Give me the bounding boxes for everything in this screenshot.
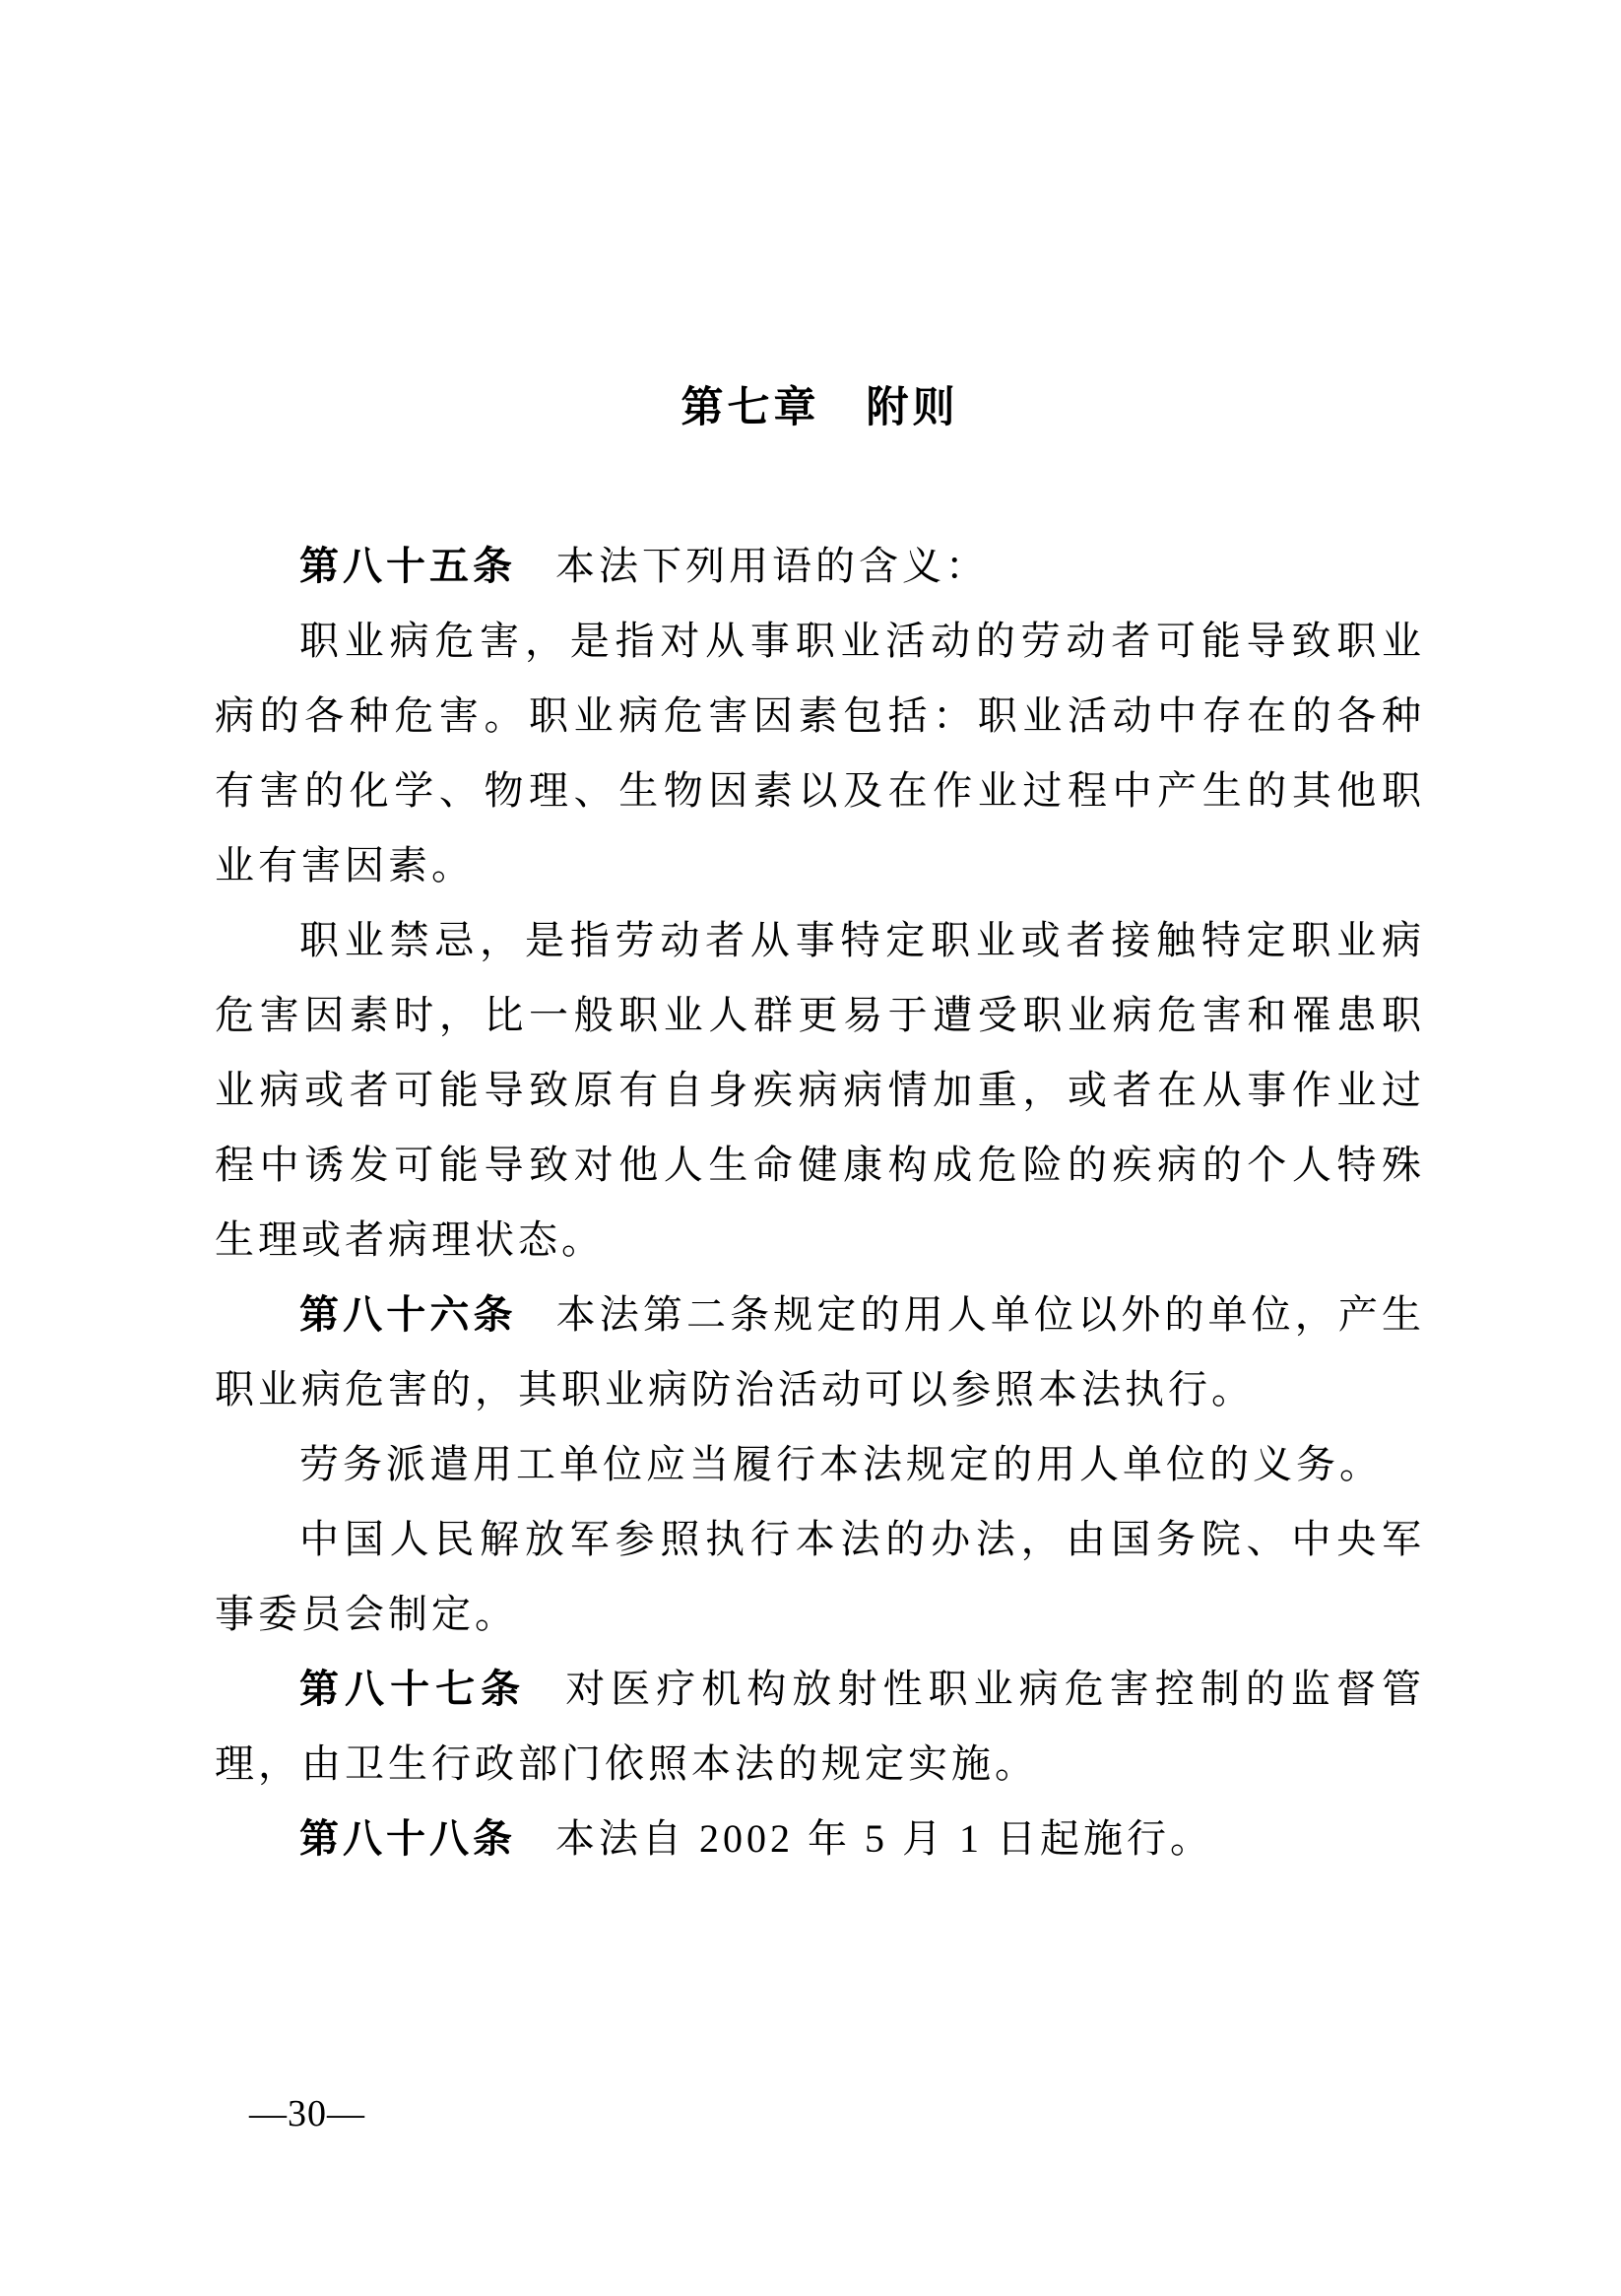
paragraph-text: 中国人民解放军参照执行本法的办法，由国务院、中央军事委员会制定。: [215, 1517, 1425, 1636]
article-paragraph: [215, 1652, 1425, 1802]
paragraph-text: 本法第二条规定的用人单位以外的单位，产生职业病危害的，其职业病防治活动可以参照本法执行。: [215, 1292, 1425, 1411]
paragraph-text: 职业禁忌，是指劳动者从事特定职业或者接触特定职业病危害因素时，比一般职业人群更易于遭受职业病危害和罹患职业病或者可能导致原有自身疾病病情加重，或者在从事作业过程中诱发可能导致对他人生命健康构成危险的疾病的个人特殊生理或者病理状态。: [215, 918, 1425, 1262]
paragraph-text: 职业病危害，是指对从事职业活动的劳动者可能导致职业病的各种危害。职业病危害因素包括：职业活动中存在的各种有害的化学、物理、生物因素以及在作业过程中产生的其他职业有害因素。: [215, 619, 1425, 887]
paragraph-text: 劳务派遣用工单位应当履行本法规定的用人单位的义务。: [299, 1442, 1383, 1486]
article-number: 第八十六条: [299, 1293, 517, 1337]
article-paragraph: [215, 1278, 1425, 1427]
article-number: 第八十五条: [299, 545, 516, 588]
article-paragraph: [215, 1802, 1425, 1876]
paragraph-text: 本法自 2002 年 5 月 1 日起施行。: [555, 1816, 1213, 1861]
body-paragraph: [215, 903, 1425, 1278]
body-paragraph: [215, 1427, 1425, 1502]
body-paragraph: [215, 1502, 1425, 1652]
article-paragraph: [215, 529, 1425, 604]
page-number: —30—: [249, 2093, 365, 2134]
chapter-title: 第七章 附则: [681, 384, 959, 431]
body-paragraph: [215, 604, 1425, 903]
page-footer: [249, 2092, 365, 2135]
paragraph-text: 对医疗机构放射性职业病危害控制的监督管理，由卫生行政部门依照本法的规定实施。: [215, 1667, 1426, 1786]
paragraph-text: 本法下列用语的含义：: [555, 544, 989, 588]
article-number: 第八十八条: [299, 1817, 516, 1861]
article-number: 第八十七条: [299, 1668, 527, 1711]
document-body: [215, 529, 1425, 1876]
